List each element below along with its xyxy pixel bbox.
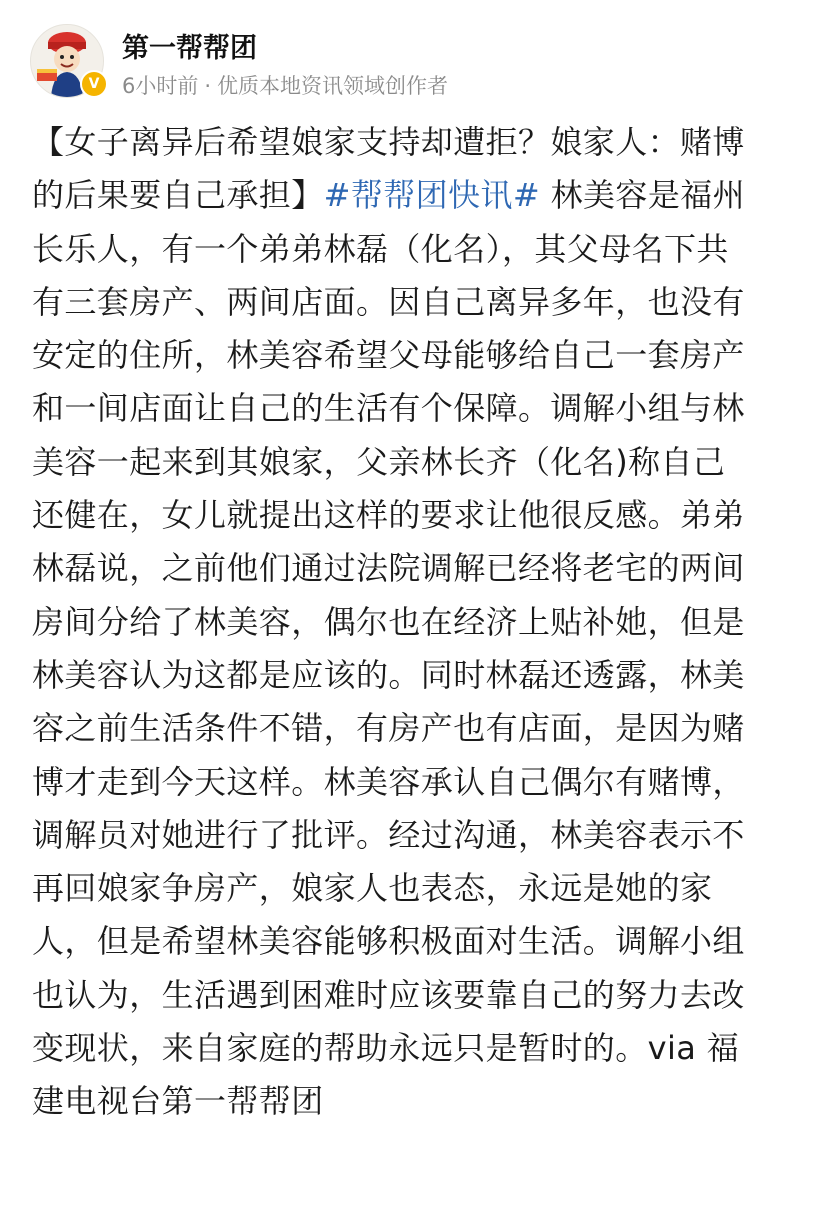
post-line: 和一间店面让自己的生活有个保障。调解小组与林 xyxy=(32,389,745,428)
author-description: 优质本地资讯领域创作者 xyxy=(217,74,449,98)
post-line: 美容一起来到其娘家，父亲林长齐（化名)称自己 xyxy=(32,442,726,481)
post-line: 容之前生活条件不错，有房产也有店面，是因为赌 xyxy=(32,709,745,748)
post-line-2-suffix: 林美容是福州 xyxy=(540,176,746,215)
post-line: 林美容认为这都是应该的。同时林磊还透露，林美 xyxy=(32,655,745,694)
post-line: 再回娘家争房产，娘家人也表态，永远是她的家 xyxy=(32,869,713,908)
post-line-2 xyxy=(32,169,797,222)
post-line: 人，但是希望林美容能够积极面对生活。调解小组 xyxy=(32,922,745,961)
author-name[interactable]: 第一帮帮团 xyxy=(122,33,257,64)
post-line: 长乐人，有一个弟弟林磊（化名），其父母名下共 xyxy=(32,229,729,268)
verified-v-badge-icon: V xyxy=(80,70,108,98)
post-line-2-prefix: 的后果要自己承担】 xyxy=(32,176,324,215)
post-time: 6小时前 xyxy=(122,74,199,98)
post-line-1: 【女子离异后希望娘家支持却遭拒？娘家人：赌博 xyxy=(32,123,745,161)
topic-hashtag-link[interactable]: #帮帮团快讯# xyxy=(323,176,541,215)
post-header xyxy=(30,16,800,100)
post-line: 林磊说，之前他们通过法院调解已经将老宅的两间 xyxy=(32,549,745,588)
post-line: 房间分给了林美容，偶尔也在经济上贴补她，但是 xyxy=(32,602,745,641)
post-body xyxy=(32,116,797,1129)
meta-separator: · xyxy=(204,74,212,98)
post-line: 博才走到今天这样。林美容承认自己偶尔有赌博， xyxy=(32,762,745,801)
post-line: 还健在，女儿就提出这样的要求让他很反感。弟弟 xyxy=(32,496,745,535)
post-line: 安定的住所，林美容希望父母能够给自己一套房产 xyxy=(32,336,745,375)
post-meta xyxy=(122,70,448,100)
post-line: 变现状，来自家庭的帮助永远只是暂时的。via 福 xyxy=(32,1029,740,1068)
post-line: 有三套房产、两间店面。因自己离异多年，也没有 xyxy=(32,282,745,321)
post-line: 调解员对她进行了批评。经过沟通，林美容表示不 xyxy=(32,815,745,854)
post-line: 也认为，生活遇到困难时应该要靠自己的努力去改 xyxy=(32,975,745,1014)
post-line: 建电视台第一帮帮团 xyxy=(32,1082,324,1121)
